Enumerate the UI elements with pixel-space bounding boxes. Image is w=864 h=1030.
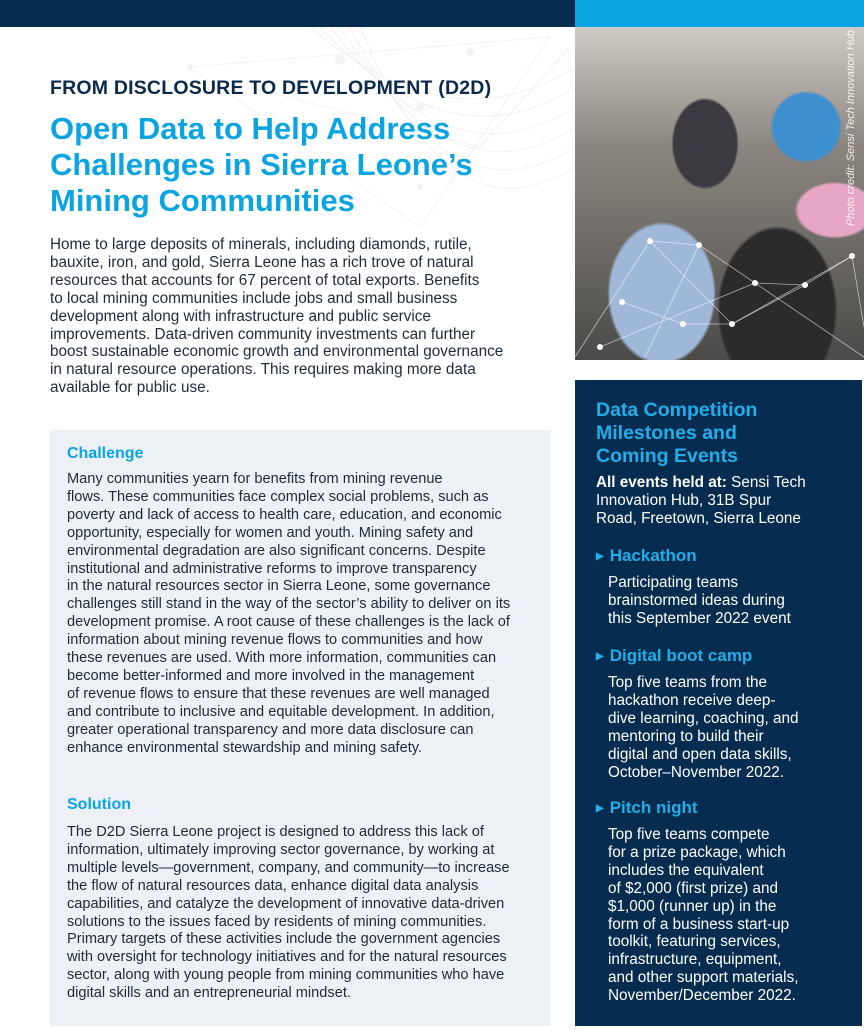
event-description: Top five teams from the hackathon receive deep- dive learning, coaching, and mentoring to build their digital and open data skills, October–November 2022.	[608, 674, 799, 781]
network-overlay-graphic	[575, 27, 864, 360]
event-location	[596, 474, 856, 528]
event-photo	[575, 27, 864, 360]
location-label: All events held at:	[596, 474, 727, 491]
triangle-bullet-icon: ▶	[596, 803, 604, 814]
event-title-text: Pitch night	[609, 798, 698, 817]
challenge-body: Many communities yearn for benefits from mining revenue flows. These communities face complex social problems, such as poverty and lack of access to health care, education, and economic opportunity, especially for women and youth. Mining safety and environmental degradation are also significant concerns. Despite institutional and administrative reforms to improve transparency in the natural resources sector in Sierra Leone, some governance challenges still stand in the way of the sector’s ability to deliver on its development promise. A root cause of these challenges is the lack of information about mining revenue flows to communities and how these revenues are used. With more information, communities can become better-informed and more involved in the management of revenue flows to ensure that these revenues are well managed and contribute to inclusive and equitable development. In addition, greater operational transparency and more data disclosure can enhance environmental stewardship and mining safety.	[67, 471, 511, 756]
photo-credit: Photo credit: Sensi Tech Innovation Hub	[845, 30, 857, 226]
location-address: Sensi Tech Innovation Hub, 31B Spur Road, Freetown, Sierra Leone	[596, 474, 806, 527]
solution-body: The D2D Sierra Leone project is designed to address this lack of information, ultimately improving sector governance, by working at multiple levels—government, company, and community—to increase the flow of natural resources data, enhance digital data analysis capabilities, and catalyze the development of innovative data-driven solutions to the issues faced by residents of mining communities. Primary targets of these activities include the government agencies with oversight for technology initiatives and for the natural resources sector, along with young people from mining communities who have digital skills and an entrepreneurial mindset.	[67, 824, 510, 1002]
triangle-bullet-icon: ▶	[596, 651, 604, 662]
solution-heading: Solution	[67, 796, 131, 813]
challenge-heading: Challenge	[67, 445, 144, 462]
top-band	[0, 0, 575, 27]
event-title-text: Hackathon	[609, 546, 697, 565]
event-title	[596, 798, 698, 818]
event-description: Top five teams compete for a prize package, which includes the equivalent of $2,000 (first prize) and $1,000 (runner up) in the form of a business start-up toolkit, featuring services, infrastructure, equipment, and other support materials, November/December 2022.	[608, 826, 799, 1005]
sidebar-heading: Data Competition Milestones and Coming Events	[596, 399, 758, 467]
event-title-text: Digital boot camp	[609, 646, 753, 665]
triangle-bullet-icon: ▶	[596, 551, 604, 562]
page-title: Open Data to Help Address Challenges in Sierra Leone’s Mining Communities	[50, 111, 473, 218]
event-title	[596, 646, 752, 666]
series-kicker: FROM DISCLOSURE TO DEVELOPMENT (D2D)	[50, 77, 492, 99]
top-band-accent	[575, 0, 864, 27]
events-sidebar	[575, 380, 862, 1026]
intro-paragraph: Home to large deposits of minerals, including diamonds, rutile, bauxite, iron, and gold, Sierra Leone has a rich trove of natural resources that accounts for 67 percent of total exports. Benefits to local mining communities include jobs and small business development along with infrastructure and public service improvements. Data-driven community investments can further boost sustainable economic growth and environmental governance in natural resource operations. This requires making more data available for public use.	[50, 236, 504, 397]
event-description: Participating teams brainstormed ideas during this September 2022 event	[608, 574, 791, 627]
event-title	[596, 546, 697, 566]
challenge-solution-panel	[50, 430, 551, 1026]
